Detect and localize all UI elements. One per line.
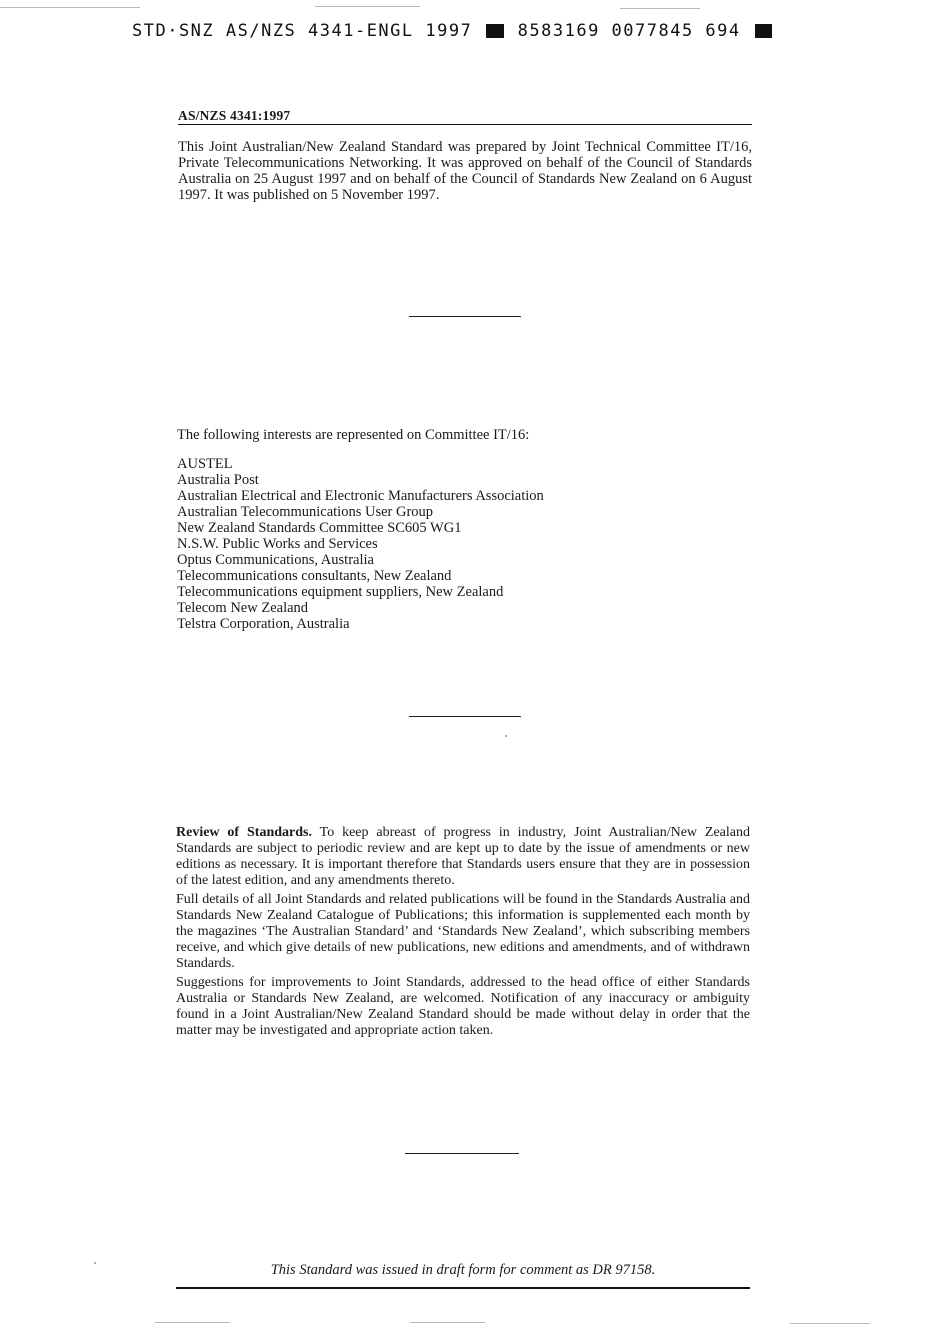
committee-intro: The following interests are represented on Committee IT/16: [177,427,530,443]
scan-speck [505,735,507,737]
list-item: Australia Post [177,472,259,488]
list-item: Telecommunications consultants, New Zealand [177,568,452,584]
list-item: Australian Telecommunications User Group [177,504,434,520]
black-block-mark [486,24,503,38]
designation-rule [178,124,752,125]
list-item: Telecom New Zealand [177,600,309,616]
section-divider [405,1153,519,1154]
scan-artifact-line [620,8,700,9]
footer-rule [176,1287,750,1289]
section-divider [409,316,521,317]
section-divider [409,716,521,717]
list-item: Australian Electrical and Electronic Manufacturers Association [177,488,544,504]
scan-artifact-line [315,6,420,7]
document-code-header [132,18,772,44]
standard-designation: AS/NZS 4341:1997 [178,108,291,123]
draft-comment-note: This Standard was issued in draft form for comment as DR 97158. [270,1262,656,1278]
scan-artifact-line [410,1322,485,1323]
document-code-left: STD·SNZ AS/NZS 4341-ENGL 1997 [132,21,473,41]
review-heading: Review of Standards. [176,825,312,840]
list-item: Telecommunications equipment suppliers, New Zealand [177,584,504,600]
preparation-statement: This Joint Australian/New Zealand Standard was prepared by Joint Technical Committee IT/16, Private Telecommunications Networking. It was approved on behalf of the Council of Standards Australia on 25 August 1997 and on behalf of the Council of Standards New Zealand on 6 August 1997. It was published on 5 November 1997. [178,139,752,203]
list-item: AUSTEL [177,456,233,472]
review-paragraph-1: Review of Standards. To keep abreast of progress in industry, Joint Australian/New Zealand Standards are subject to periodic review and are kept up to date by the issue of amendments or new editions as necessary. It is important therefore that Standards users ensure that they are in possession of the latest edition, and any amendments thereto. [176,825,751,888]
document-code-mid: 8583169 0077845 694 [517,21,741,41]
committee-members-list [177,456,544,632]
scan-artifact-line [790,1323,870,1324]
scan-speck [94,1262,96,1264]
list-item: Optus Communications, Australia [177,552,374,568]
scan-artifact-line [155,1322,230,1323]
black-block-mark [755,24,772,38]
list-item: N.S.W. Public Works and Services [177,536,378,552]
review-paragraph-3: Suggestions for improvements to Joint Standards, addressed to the head office of either Standards Australia or Standards New Zealand, are welcomed. Notification of any inaccuracy or ambiguity found in a Joint Australian/New Zealand Standard should be made without delay in order that the matter may be investigated and appropriate action taken. [176,975,750,1038]
list-item: Telstra Corporation, Australia [177,616,350,632]
list-item: New Zealand Standards Committee SC605 WG1 [177,520,462,536]
review-paragraph-2: Full details of all Joint Standards and related publications will be found in the Standards Australia and Standards New Zealand Catalogue of Publications; this information is supplemented each month by the magazines ‘The Australian Standard’ and ‘Standards New Zealand’, which subscribing members receive, and which give details of new publications, new editions and amendments, and of withdrawn Standards. [176,892,750,971]
scan-artifact-line [0,7,140,8]
review-of-standards [176,825,750,1042]
